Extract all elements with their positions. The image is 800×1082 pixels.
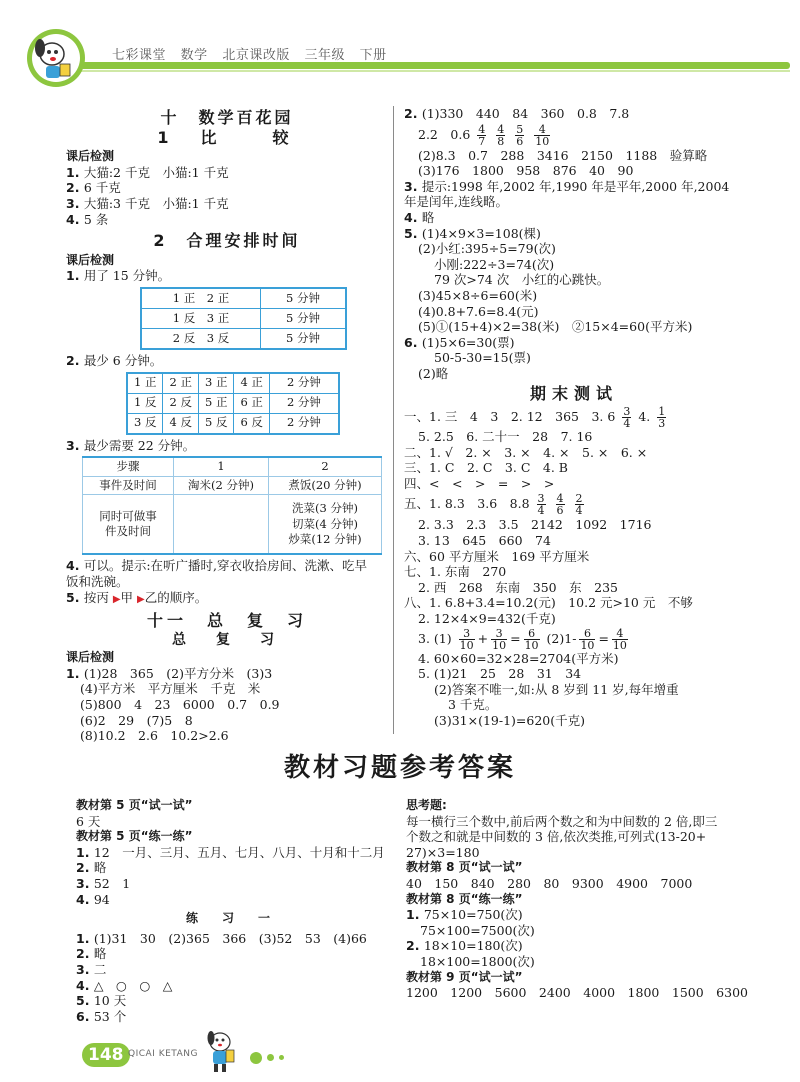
answer-line: 4. 5 条 — [66, 211, 109, 227]
answer-line: 6. 53 个 — [76, 1008, 127, 1024]
answer-line: (2)小红:395÷5=79(次) — [418, 241, 556, 257]
answer-line: 1. 用了 15 分钟。 — [66, 268, 171, 284]
answer-line: 2. 最少 6 分钟。 — [66, 352, 163, 368]
decorative-dots — [250, 1047, 289, 1066]
exam-title: 期末测试 — [529, 383, 618, 403]
section-heading: 教材第 8 页“试一试” — [406, 860, 523, 875]
answer-line: 3. 52 1 — [76, 875, 131, 891]
dot-icon — [250, 1052, 262, 1064]
section-heading: 教材第 9 页“试一试” — [406, 969, 523, 984]
answer-line: 3. 提示:1998 年,2002 年,1990 年是平年,2000 年,2004 — [404, 178, 730, 194]
answer-line: 4. 略 — [404, 209, 435, 225]
answer-line: 2. 略 — [76, 860, 107, 876]
header-grade: 三年级 — [304, 48, 345, 63]
answer-line: 6. (1)5×6=30(票) — [404, 334, 515, 350]
answer-line: 2. 略 — [76, 946, 107, 962]
coin-table-1: 1 正 2 正 5 分钟 1 反 3 正 5 分钟 2 反 3 反 5 分钟 — [140, 287, 347, 350]
answer-line: 六、60 平方厘米 169 平方厘米 — [404, 548, 590, 564]
answer-line: 2. 18×10=180(次) — [406, 938, 523, 954]
header-subject: 数学 — [180, 48, 208, 63]
answer-line: 一、1. 三 4 3 2. 12 365 3. 6 $\frac{3}{4}$ 4. $\frac{1}{3}$ — [404, 405, 666, 431]
dot-icon — [267, 1054, 274, 1061]
answer-line: 27)×3=180 — [406, 844, 480, 860]
answer-line: 5. 按丙 ▶甲 ▶乙的顺序。 — [66, 589, 208, 605]
textbook-answers-title: 教材习题参考答案 — [283, 753, 516, 783]
answer-line: 5. 2.5 6. 二十一 28 7. 16 — [418, 429, 593, 445]
lesson1-check: 课后检测 — [66, 149, 115, 164]
arrow-icon: ▶ — [137, 593, 145, 605]
answer-line: 3. 最少需要 22 分钟。 — [66, 437, 196, 453]
page-number: 148 — [82, 1043, 130, 1067]
right-column — [404, 106, 744, 729]
answer-line: (2)8.3 0.7 288 3416 2150 1188 验算略 — [418, 147, 708, 163]
answer-line: 4. 94 — [76, 891, 110, 907]
bottom-right-column — [406, 798, 746, 1001]
answer-line: (6)2 29 (7)5 8 — [80, 712, 193, 728]
review-check: 课后检测 — [66, 650, 115, 665]
lesson2-check: 课后检测 — [66, 252, 115, 267]
answer-line: 3. 二 — [76, 961, 107, 977]
answer-line: 1. 大猫:2 千克 小猫:1 千克 — [66, 164, 229, 180]
section-heading: 教材第 8 页“练一练” — [406, 891, 523, 906]
section-heading: 思考题: — [406, 798, 447, 812]
lesson1-title: 1 比 较 — [157, 127, 297, 147]
review-title: 总 复 习 — [172, 631, 282, 648]
section-heading: 教材第 5 页“试一试” — [76, 798, 193, 812]
answer-line: (2)略 — [418, 365, 449, 381]
header-brand: 七彩课堂 — [112, 48, 167, 63]
answer-line: 3. 13 645 660 74 — [418, 533, 551, 549]
header-edition: 北京课改版 — [222, 48, 290, 63]
answer-line: 1. 75×10=750(次) — [406, 907, 523, 923]
header-term: 下册 — [359, 48, 387, 63]
lesson2-title: 2 合理安排时间 — [153, 231, 301, 251]
answer-line: 18×100=1800(次) — [420, 953, 535, 969]
puppy-mascot-icon — [200, 1028, 240, 1074]
answer-line: 3 千克。 — [448, 697, 498, 713]
unit11-title: 十一 总 复 习 — [146, 611, 307, 631]
exercise-title: 练 习 一 — [185, 911, 276, 926]
answer-line: 5. 10 天 — [76, 993, 127, 1009]
answer-line: 年是闰年,连线略。 — [404, 194, 508, 210]
answer-line: 3. 大猫:3 千克 小猫:1 千克 — [66, 195, 229, 211]
answer-line: 50-5-30=15(票) — [434, 350, 531, 366]
puppy-logo-icon — [16, 24, 94, 88]
answer-line: 5. (1)4×9×3=108(棵) — [404, 225, 541, 241]
answer-line: (4)平方米 平方厘米 千克 米 — [80, 681, 261, 697]
header-bar-shadow — [60, 70, 790, 72]
answer-line: 6 天 — [76, 813, 101, 829]
answer-line: (5)800 4 23 6000 0.7 0.9 — [80, 697, 280, 713]
answer-line: 七、1. 东南 270 — [404, 564, 507, 580]
schedule-table: 步骤 1 2 事件及时间 淘米(2 分钟) 煮饭(20 分钟) 同时可做事 件及时间 洗菜(3 分钟) 切菜(4 分钟) 炒菜(12 分钟) — [82, 456, 382, 555]
answer-line: (3)45×8÷6=60(米) — [418, 287, 538, 303]
answer-line: (4)0.8+7.6=8.4(元) — [418, 303, 539, 319]
footer-label: QICAI KETANG — [128, 1049, 198, 1059]
answer-line: 2. 12×4×9=432(千克) — [418, 611, 556, 627]
arrow-icon: ▶ — [112, 593, 121, 605]
answer-line: (8)10.2 2.6 10.2>2.6 — [80, 728, 229, 744]
answer-line: 2. (1)330 440 84 360 0.8 7.8 — [404, 106, 630, 121]
answer-line: (2)答案不唯一,如:从 8 岁到 11 岁,每年增重 — [434, 681, 679, 697]
unit-title: 十 数学百花园 — [160, 108, 294, 127]
answer-line: 3. (1) $\frac{3}{10}$ + $\frac{3}{10}$ = $\frac{6}{10}$ (2)1- $\frac{6}{10}$ = $\frac{4}{10}$ — [418, 626, 627, 652]
answer-line: 饭和洗碗。 — [66, 573, 129, 589]
answer-line: 四、< < > = > > — [404, 475, 555, 491]
answer-line: 4. △ ○ ○ △ — [76, 977, 173, 993]
section-heading: 教材第 5 页“练一练” — [76, 829, 193, 844]
answer-line: 1200 1200 5600 2400 4000 1800 1500 6300 — [406, 985, 748, 1001]
column-divider — [393, 106, 394, 734]
answer-line: 三、1. C 2. C 3. C 4. B — [404, 460, 568, 476]
header-title — [112, 44, 397, 63]
bottom-left-column — [76, 798, 386, 1024]
answer-line: 二、1. √ 2. × 3. × 4. × 5. × 6. × — [404, 444, 648, 460]
answer-line: 每一横行三个数中,前后两个数之和为中间数的 2 倍,即三 — [406, 813, 718, 829]
answer-line: 小刚:222÷3=74(次) — [434, 256, 555, 272]
answer-line: 2. 西 268 东南 350 东 235 — [418, 579, 618, 595]
answer-line: 2. 6 千克 — [66, 180, 121, 196]
header-bar — [60, 62, 790, 69]
answer-line: 1. 12 一月、三月、五月、七月、八月、十月和十二月 — [76, 844, 385, 860]
answer-line: (3)31×(19-1)=620(千克) — [434, 713, 586, 728]
answer-line: 79 次>74 次 小红的心跳快。 — [434, 272, 610, 288]
dot-icon — [279, 1055, 284, 1060]
answer-line: 个数之和就是中间数的 3 倍,依次类推,可列式(13-20+ — [406, 829, 707, 845]
answer-line: 40 150 840 280 80 9300 4900 7000 — [406, 875, 693, 891]
left-column — [66, 106, 388, 744]
answer-line: 五、1. 8.3 3.6 8.8 $\frac{3}{4}$ $\frac{4}{6}$ $\frac{2}{4}$ — [404, 492, 583, 518]
answer-line: (5)①(15+4)×2=38(米) ②15×4=60(平方米) — [418, 319, 693, 335]
answer-line: 2.2 0.6 $\frac{4}{7}$ $\frac{4}{8}$ $\frac{5}{6}$ $\frac{4}{10}$ — [418, 122, 550, 148]
answer-line: 75×100=7500(次) — [420, 922, 535, 938]
answer-line: 1. (1)31 30 (2)365 366 (3)52 53 (4)66 — [76, 930, 367, 946]
answer-line: 2. 3.3 2.3 3.5 2142 1092 1716 — [418, 517, 652, 533]
answer-line: 八、1. 6.8+3.4=10.2(元) 10.2 元>10 元 不够 — [404, 595, 693, 611]
answer-line: (3)176 1800 958 876 40 90 — [418, 163, 634, 179]
answer-line: 4. 60×60=32×28=2704(平方米) — [418, 650, 619, 666]
answer-line: 5. (1)21 25 28 31 34 — [418, 666, 582, 682]
answer-line: 1. (1)28 365 (2)平方分米 (3)3 — [66, 665, 273, 681]
answer-line: 4. 可以。提示:在听广播时,穿衣收拾房间、洗漱、吃早 — [66, 558, 367, 574]
coin-table-2: 1 正 2 正 3 正 4 正 2 分钟 1 反 2 反 5 正 6 正 2 分钟 3 反 4 反 5 反 6 反 2 分钟 — [126, 372, 340, 435]
